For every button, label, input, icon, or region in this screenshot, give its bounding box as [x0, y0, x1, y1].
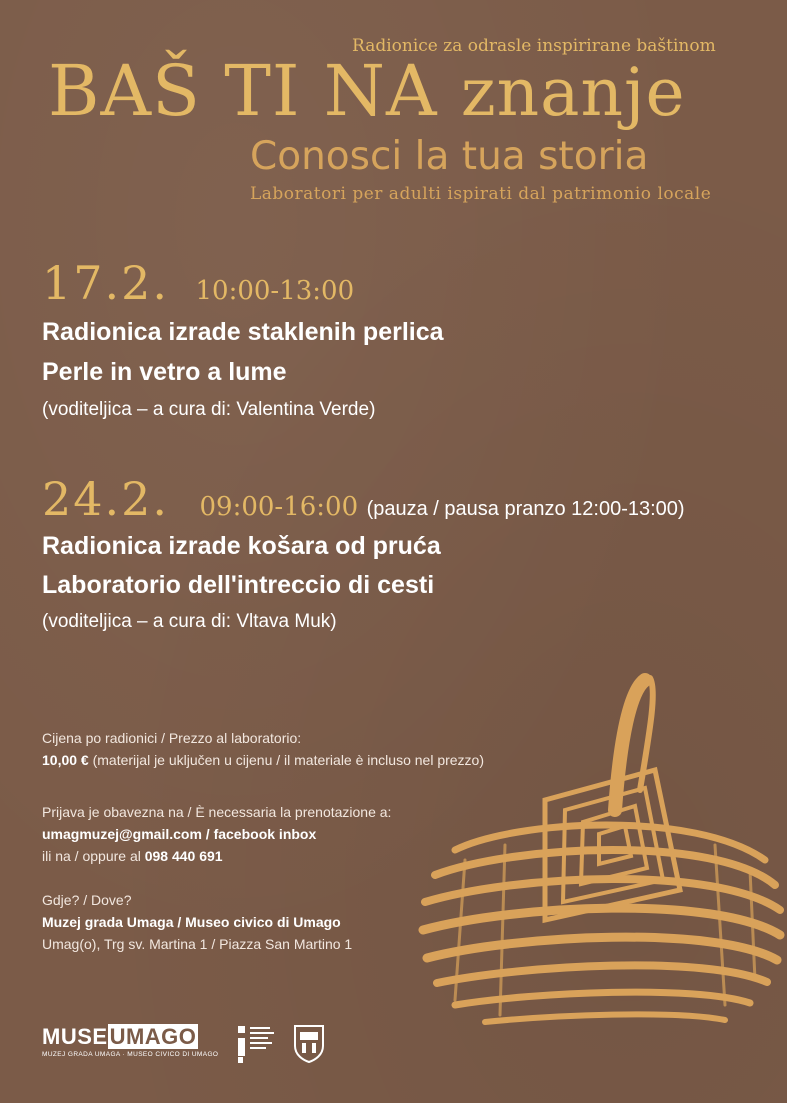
title-caps: BAŠ TI NA	[48, 50, 438, 132]
workshop-date: 24.2.	[42, 472, 170, 526]
title-rest: znanje	[460, 54, 686, 131]
workshop-time: 09:00-16:00	[199, 492, 359, 522]
phone-prefix: ili na / oppure al	[42, 848, 141, 864]
museum-logo-subtitle: MUZEJ GRADA UMAGA · MUSEO CIVICO DI UMAGO	[42, 1051, 219, 1058]
price-label: Cijena po radionici / Prezzo al laboratorio:	[42, 730, 302, 746]
logo-part-b: UMAGO	[109, 1024, 197, 1049]
contact-email-facebook: umagmuzej@gmail.com / facebook inbox	[42, 826, 317, 842]
city-crest-icon	[292, 1022, 326, 1064]
registration-contact	[42, 826, 316, 842]
ministry-logo-icon	[236, 1024, 286, 1064]
workshop-title-hr: Radionica izrade staklenih perlica	[42, 318, 444, 346]
workshop-time: 10:00-13:00	[195, 276, 355, 306]
location-name: Muzej grada Umaga / Museo civico di Umago	[42, 914, 341, 930]
workshop-date: 17.2.	[42, 256, 170, 310]
workshop-pause: (pauza / pausa pranzo 12:00-13:00)	[366, 498, 685, 520]
workshop-lead: (voditeljica – a cura di: Vltava Muk)	[42, 611, 337, 632]
workshop-title-hr: Radionica izrade košara od pruća	[42, 532, 441, 560]
logo-part-a: MUSE	[42, 1024, 108, 1049]
location-name-line	[42, 914, 341, 930]
registration-label: Prijava je obavezna na / È necessaria la prenotazione a:	[42, 804, 392, 820]
museum-logo	[42, 1024, 198, 1050]
workshop-title-it: Laboratorio dell'intreccio di cesti	[42, 571, 435, 599]
location-label: Gdje? / Dove?	[42, 892, 132, 908]
subtitle-italian: Conosci la tua storia	[250, 134, 649, 179]
tagline-croatian: Radionice za odrasle inspirirane baštinom	[352, 36, 716, 56]
price-note: (materijal je uključen u cijenu / il materiale è incluso nel prezzo)	[92, 752, 485, 768]
price-amount: 10,00 €	[42, 752, 89, 768]
registration-phone-line	[42, 848, 223, 864]
tagline-italian: Laboratori per adulti ispirati dal patrimonio locale	[250, 184, 712, 204]
workshop-2-datetime	[42, 472, 685, 526]
workshop-lead: (voditeljica – a cura di: Valentina Verde)	[42, 399, 376, 420]
workshop-1-datetime	[42, 256, 354, 310]
page-title	[48, 50, 686, 132]
basket-illustration	[395, 660, 785, 1060]
location-address: Umag(o), Trg sv. Martina 1 / Piazza San Martino 1	[42, 936, 353, 952]
phone-number: 098 440 691	[144, 848, 223, 864]
workshop-title-it: Perle in vetro a lume	[42, 358, 287, 386]
